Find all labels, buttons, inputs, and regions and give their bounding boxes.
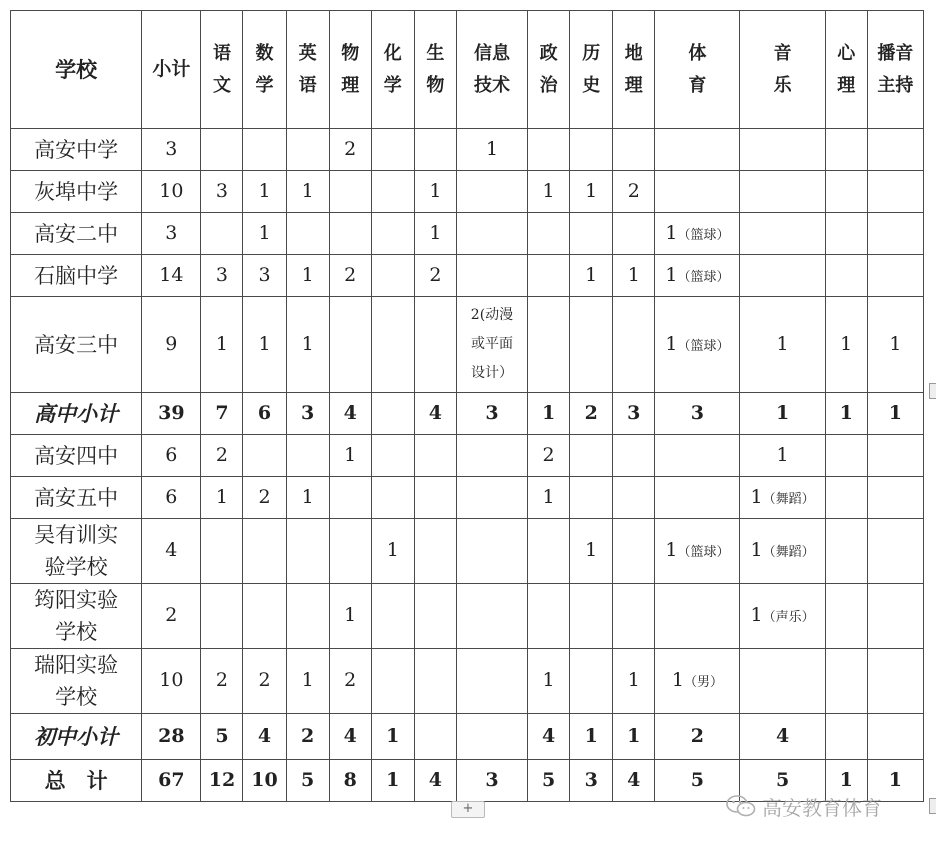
table-row <box>11 519 924 584</box>
table-cell: 1 <box>740 297 825 393</box>
table-cell: 1 <box>371 519 414 584</box>
header-subject: 政 治 <box>528 11 570 129</box>
header-subject: 播音 主持 <box>867 11 923 129</box>
table-cell: 3 <box>655 393 740 435</box>
table-cell: 2(动漫 或平面 设计） <box>456 297 527 393</box>
table-cell: 4 <box>528 714 570 760</box>
table-cell: 1 <box>867 297 923 393</box>
table-cell: 1 <box>740 393 825 435</box>
table-cell: 1 <box>286 649 329 714</box>
header-subject: 语 文 <box>201 11 243 129</box>
table-cell: 3 <box>201 171 243 213</box>
header-subject: 音 乐 <box>740 11 825 129</box>
header-subtotal: 小计 <box>142 11 201 129</box>
table-cell <box>201 519 243 584</box>
table-cell: 4 <box>740 714 825 760</box>
table-cell: 1（篮球） <box>655 519 740 584</box>
table-cell <box>414 297 456 393</box>
table-cell: 1 <box>613 714 655 760</box>
table-cell <box>867 714 923 760</box>
table-cell: 1 <box>528 393 570 435</box>
table-cell: 1 <box>286 255 329 297</box>
right-edge-marker <box>929 383 936 399</box>
header-subject: 心 理 <box>825 11 867 129</box>
table-cell <box>655 435 740 477</box>
table-cell <box>329 297 371 393</box>
table-cell <box>528 129 570 171</box>
table-cell <box>414 714 456 760</box>
header-subject: 体 育 <box>655 11 740 129</box>
table-cell <box>570 584 613 649</box>
table-cell <box>570 129 613 171</box>
header-subject: 地 理 <box>613 11 655 129</box>
row-total: 67 <box>142 760 201 802</box>
table-cell: 5 <box>201 714 243 760</box>
table-cell: 1 <box>570 519 613 584</box>
row-total: 3 <box>142 129 201 171</box>
table-cell: 1 <box>740 435 825 477</box>
table-cell: 1 <box>286 171 329 213</box>
table-cell <box>867 255 923 297</box>
table-cell <box>456 519 527 584</box>
table-cell <box>570 213 613 255</box>
table-cell <box>329 477 371 519</box>
table-cell <box>825 255 867 297</box>
table-cell: 3 <box>456 393 527 435</box>
table-cell: 10 <box>243 760 286 802</box>
table-cell: 2 <box>329 649 371 714</box>
table-cell: 1 <box>613 649 655 714</box>
row-total: 9 <box>142 297 201 393</box>
table-cell: 1 <box>201 477 243 519</box>
table-cell <box>329 213 371 255</box>
table-cell: 1 <box>825 393 867 435</box>
table-cell <box>825 649 867 714</box>
table-cell: 1 <box>201 297 243 393</box>
table-cell: 1 <box>243 171 286 213</box>
table-cell <box>243 584 286 649</box>
table-cell <box>243 129 286 171</box>
subtotal-row <box>11 714 924 760</box>
recruitment-table <box>10 10 924 802</box>
table-cell <box>613 435 655 477</box>
table-cell: 3 <box>286 393 329 435</box>
table-cell <box>371 129 414 171</box>
table-row <box>11 297 924 393</box>
table-cell <box>371 171 414 213</box>
table-cell: 1 <box>329 435 371 477</box>
table-cell <box>414 519 456 584</box>
table-cell <box>570 477 613 519</box>
school-name: 石脑中学 <box>11 255 142 297</box>
table-cell <box>867 435 923 477</box>
table-row <box>11 477 924 519</box>
table-cell: 8 <box>329 760 371 802</box>
header-subject: 英 语 <box>286 11 329 129</box>
table-cell <box>414 129 456 171</box>
row-total: 3 <box>142 213 201 255</box>
table-cell: 1 <box>867 393 923 435</box>
table-cell <box>414 584 456 649</box>
table-cell: 2 <box>286 714 329 760</box>
table-cell <box>528 584 570 649</box>
table-cell: 1 <box>528 171 570 213</box>
table-cell <box>867 477 923 519</box>
table-cell: 1 <box>456 129 527 171</box>
table-cell <box>825 171 867 213</box>
table-cell <box>371 213 414 255</box>
table-cell <box>613 477 655 519</box>
table-cell <box>613 213 655 255</box>
table-cell: 1（舞蹈） <box>740 477 825 519</box>
table-cell: 1 <box>243 213 286 255</box>
table-cell <box>528 213 570 255</box>
add-row-button[interactable]: + <box>451 801 485 818</box>
table-cell <box>613 297 655 393</box>
table-cell: 1 <box>414 213 456 255</box>
table-cell <box>740 649 825 714</box>
table-cell <box>243 519 286 584</box>
table-cell: 3 <box>456 760 527 802</box>
table-cell: 7 <box>201 393 243 435</box>
table-cell: 12 <box>201 760 243 802</box>
table-cell <box>456 584 527 649</box>
table-cell <box>528 297 570 393</box>
table-cell <box>740 255 825 297</box>
table-cell <box>329 519 371 584</box>
school-name: 高安二中 <box>11 213 142 255</box>
table-cell: 3 <box>613 393 655 435</box>
table-cell: 4 <box>414 760 456 802</box>
table-cell <box>371 393 414 435</box>
table-cell <box>286 519 329 584</box>
table-cell: 2 <box>243 477 286 519</box>
table-cell <box>456 477 527 519</box>
table-cell: 2 <box>613 171 655 213</box>
wechat-icon <box>726 794 756 818</box>
table-cell <box>371 584 414 649</box>
school-name: 高安中学 <box>11 129 142 171</box>
table-cell: 1（男） <box>655 649 740 714</box>
table-cell: 1 <box>613 255 655 297</box>
table-cell: 4 <box>329 393 371 435</box>
table-cell: 1 <box>371 714 414 760</box>
school-name: 瑞阳实验 学校 <box>11 649 142 714</box>
table-cell <box>825 129 867 171</box>
table-cell <box>371 477 414 519</box>
table-cell <box>201 584 243 649</box>
table-cell <box>414 435 456 477</box>
table-cell: 1 <box>570 255 613 297</box>
table-cell <box>655 584 740 649</box>
table-cell: 1（声乐） <box>740 584 825 649</box>
table-cell: 4 <box>613 760 655 802</box>
header-subject: 信息 技术 <box>456 11 527 129</box>
table-cell: 1 <box>414 171 456 213</box>
table-cell <box>740 129 825 171</box>
table-cell <box>286 435 329 477</box>
table-cell <box>201 129 243 171</box>
table-cell: 1 <box>528 649 570 714</box>
table-cell <box>414 477 456 519</box>
table-cell <box>286 129 329 171</box>
watermark-text: 高安教育体育 <box>762 795 882 820</box>
table-cell <box>456 171 527 213</box>
table-cell <box>740 213 825 255</box>
table-cell: 4 <box>414 393 456 435</box>
table-cell <box>286 213 329 255</box>
table-cell: 1 <box>329 584 371 649</box>
table-cell <box>286 584 329 649</box>
table-cell <box>613 129 655 171</box>
header-subject: 化 学 <box>371 11 414 129</box>
table-cell <box>371 255 414 297</box>
table-cell: 1 <box>825 297 867 393</box>
table-row <box>11 649 924 714</box>
table-cell: 5 <box>286 760 329 802</box>
table-cell: 2 <box>329 129 371 171</box>
table-cell <box>371 297 414 393</box>
table-cell <box>456 435 527 477</box>
table-cell <box>740 171 825 213</box>
table-cell <box>456 649 527 714</box>
table-cell: 3 <box>201 255 243 297</box>
row-total: 2 <box>142 584 201 649</box>
table-cell <box>867 213 923 255</box>
table-cell <box>371 649 414 714</box>
row-total: 39 <box>142 393 201 435</box>
table-cell <box>570 435 613 477</box>
table-cell <box>867 584 923 649</box>
table-cell <box>243 435 286 477</box>
header-subject: 生 物 <box>414 11 456 129</box>
subtotal-row <box>11 393 924 435</box>
table-row <box>11 435 924 477</box>
table-cell <box>867 649 923 714</box>
table-cell <box>528 519 570 584</box>
table-cell: 2 <box>201 435 243 477</box>
table-cell: 6 <box>243 393 286 435</box>
table-cell: 1 <box>867 760 923 802</box>
table-cell <box>371 435 414 477</box>
table-cell <box>613 519 655 584</box>
table-cell: 5 <box>528 760 570 802</box>
header-school: 学校 <box>11 11 142 129</box>
table-cell: 1 <box>371 760 414 802</box>
right-edge-marker <box>929 798 936 814</box>
table-cell: 1 <box>286 477 329 519</box>
table-cell <box>613 584 655 649</box>
school-name: 筠阳实验 学校 <box>11 584 142 649</box>
school-name: 灰埠中学 <box>11 171 142 213</box>
table-cell <box>456 213 527 255</box>
table-cell: 4 <box>329 714 371 760</box>
row-total: 6 <box>142 477 201 519</box>
table-cell: 2 <box>570 393 613 435</box>
row-total: 14 <box>142 255 201 297</box>
table-row <box>11 255 924 297</box>
header-subject: 历 史 <box>570 11 613 129</box>
table-cell: 1 <box>570 714 613 760</box>
table-cell <box>655 129 740 171</box>
table-row <box>11 584 924 649</box>
school-name: 高中小计 <box>11 393 142 435</box>
row-total: 10 <box>142 171 201 213</box>
row-total: 28 <box>142 714 201 760</box>
school-name: 初中小计 <box>11 714 142 760</box>
table-cell: 2 <box>329 255 371 297</box>
header-row <box>11 11 924 129</box>
table-cell: 4 <box>243 714 286 760</box>
table-cell <box>456 255 527 297</box>
header-subject: 数 学 <box>243 11 286 129</box>
table-cell <box>655 477 740 519</box>
table-cell <box>825 584 867 649</box>
table-cell <box>825 714 867 760</box>
table-cell <box>570 649 613 714</box>
table-cell <box>825 519 867 584</box>
table-cell <box>329 171 371 213</box>
school-name: 高安三中 <box>11 297 142 393</box>
table-cell: 3 <box>243 255 286 297</box>
table-cell: 2 <box>243 649 286 714</box>
table-row <box>11 129 924 171</box>
row-total: 10 <box>142 649 201 714</box>
table-cell <box>825 435 867 477</box>
table-row <box>11 213 924 255</box>
watermark <box>726 790 882 822</box>
school-name: 高安四中 <box>11 435 142 477</box>
table-cell: 1 <box>243 297 286 393</box>
table-cell: 2 <box>414 255 456 297</box>
school-name: 吴有训实 验学校 <box>11 519 142 584</box>
header-subject: 物 理 <box>329 11 371 129</box>
table-cell: 1（篮球） <box>655 213 740 255</box>
table-cell: 1 <box>570 171 613 213</box>
table-cell <box>655 171 740 213</box>
table-cell: 1（篮球） <box>655 255 740 297</box>
school-name: 高安五中 <box>11 477 142 519</box>
row-total: 4 <box>142 519 201 584</box>
table-cell: 1（篮球） <box>655 297 740 393</box>
table-cell: 1 <box>528 477 570 519</box>
table-row <box>11 171 924 213</box>
table-cell: 5 <box>740 760 825 802</box>
table-cell <box>867 171 923 213</box>
school-name: 总 计 <box>11 760 142 802</box>
table-cell <box>825 213 867 255</box>
table-cell: 1 <box>286 297 329 393</box>
row-total: 6 <box>142 435 201 477</box>
table-cell: 1（舞蹈） <box>740 519 825 584</box>
table-cell: 3 <box>570 760 613 802</box>
table-cell <box>456 714 527 760</box>
table-cell <box>414 649 456 714</box>
table-cell <box>867 519 923 584</box>
table-cell: 5 <box>655 760 740 802</box>
table-cell: 1 <box>825 760 867 802</box>
table-cell <box>867 129 923 171</box>
table-cell <box>528 255 570 297</box>
table-cell: 2 <box>655 714 740 760</box>
table-cell <box>570 297 613 393</box>
table-cell <box>201 213 243 255</box>
table-cell <box>825 477 867 519</box>
table-cell: 2 <box>528 435 570 477</box>
table-cell: 2 <box>201 649 243 714</box>
